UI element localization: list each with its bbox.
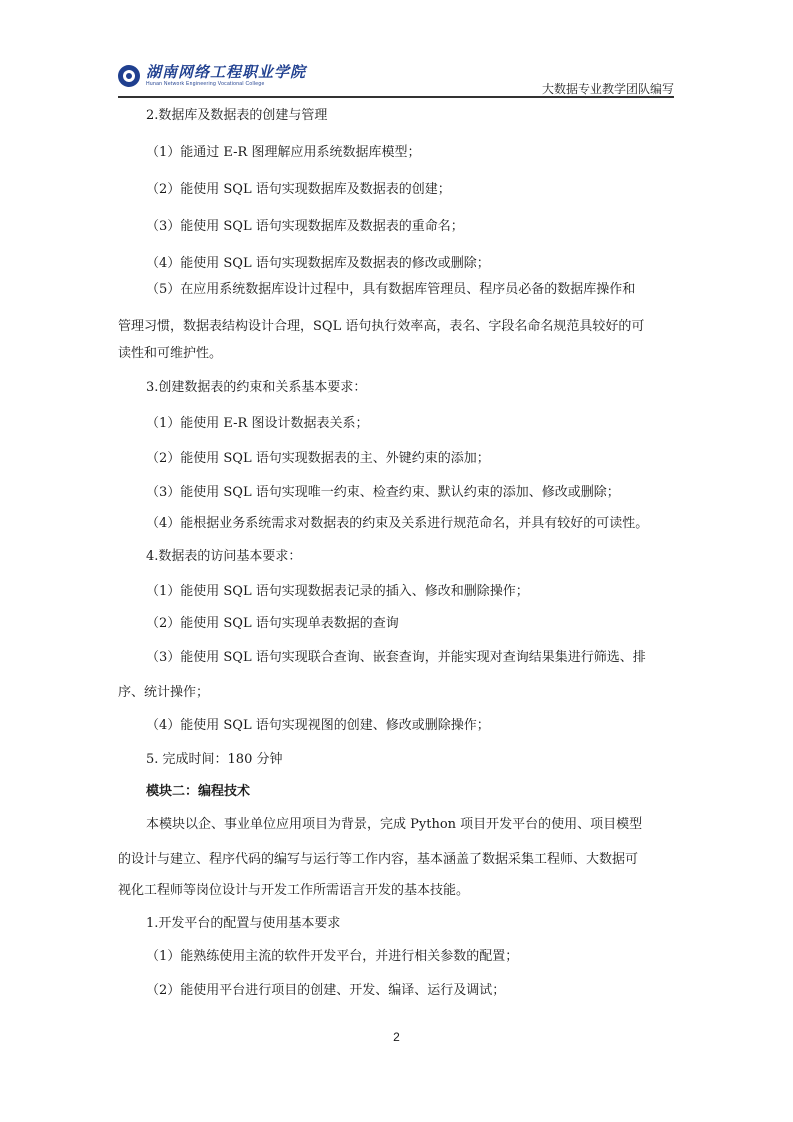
paragraph-line: 本模块以企、事业单位应用项目为背景，完成 Python 项目开发平台的使用、项目模型 [146, 817, 643, 832]
list-item: （4）能根据业务系统需求对数据表的约束及关系进行规范命名，并具有较好的可读性。 [146, 516, 649, 531]
section-heading: 2.数据库及数据表的创建与管理 [146, 108, 328, 123]
list-item: （1）能使用 E-R 图设计数据表关系； [146, 416, 369, 431]
paragraph-line: （5）在应用系统数据库设计过程中，具有数据库管理员、程序员必备的数据库操作和 [146, 282, 636, 297]
list-item: （4）能使用 SQL 语句实现视图的创建、修改或删除操作； [146, 718, 490, 733]
list-item: （1）能通过 E-R 图理解应用系统数据库模型； [146, 145, 421, 160]
list-item: （3）能使用 SQL 语句实现唯一约束、检查约束、默认约束的添加、修改或删除； [146, 485, 620, 500]
paragraph-line: 的设计与建立、程序代码的编写与运行等工作内容，基本涵盖了数据采集工程师、大数据可 [118, 852, 639, 867]
list-item: （1）能使用 SQL 语句实现数据表记录的插入、修改和删除操作； [146, 584, 529, 599]
header-team-label: 大数据专业教学团队编写 [541, 82, 674, 96]
college-logo [118, 62, 306, 90]
paragraph-line: 序、统计操作； [118, 685, 210, 700]
list-item: （2）能使用 SQL 语句实现数据库及数据表的创建； [146, 182, 451, 197]
section-heading: 1.开发平台的配置与使用基本要求 [146, 916, 341, 931]
section-heading: 3.创建数据表的约束和关系基本要求： [146, 380, 367, 395]
paragraph-line: 视化工程师等岗位设计与开发工作所需语言开发的基本技能。 [118, 883, 470, 898]
list-item: （4）能使用 SQL 语句实现数据库及数据表的修改或删除； [146, 256, 490, 271]
module-heading: 模块二：编程技术 [146, 784, 251, 799]
logo-english-name: Hunan Network Engineering Vocational College [146, 81, 265, 87]
list-item: （2）能使用平台进行项目的创建、开发、编译、运行及调试； [146, 983, 506, 998]
page-number: 2 [393, 1030, 400, 1044]
paragraph-line: （3）能使用 SQL 语句实现联合查询、嵌套查询，并能实现对查询结果集进行筛选、排 [146, 650, 646, 665]
college-seal-icon [118, 65, 140, 87]
logo-chinese-name: 湖南网络工程职业学院 [146, 63, 307, 81]
list-item: （2）能使用 SQL 语句实现单表数据的查询 [146, 616, 399, 631]
page-header [118, 56, 674, 98]
section-heading: 4.数据表的访问基本要求： [146, 549, 302, 564]
list-item: （3）能使用 SQL 语句实现数据库及数据表的重命名； [146, 219, 464, 234]
paragraph-line: 管理习惯，数据表结构设计合理，SQL 语句执行效率高，表名、字段名命名规范具较好的可 [118, 319, 645, 334]
list-item: 5. 完成时间：180 分钟 [146, 752, 283, 767]
list-item: （2）能使用 SQL 语句实现数据表的主、外键约束的添加； [146, 451, 490, 466]
paragraph-line: 读性和可维护性。 [118, 346, 223, 361]
header-divider [118, 96, 674, 98]
list-item: （1）能熟练使用主流的软件开发平台，并进行相关参数的配置； [146, 949, 519, 964]
